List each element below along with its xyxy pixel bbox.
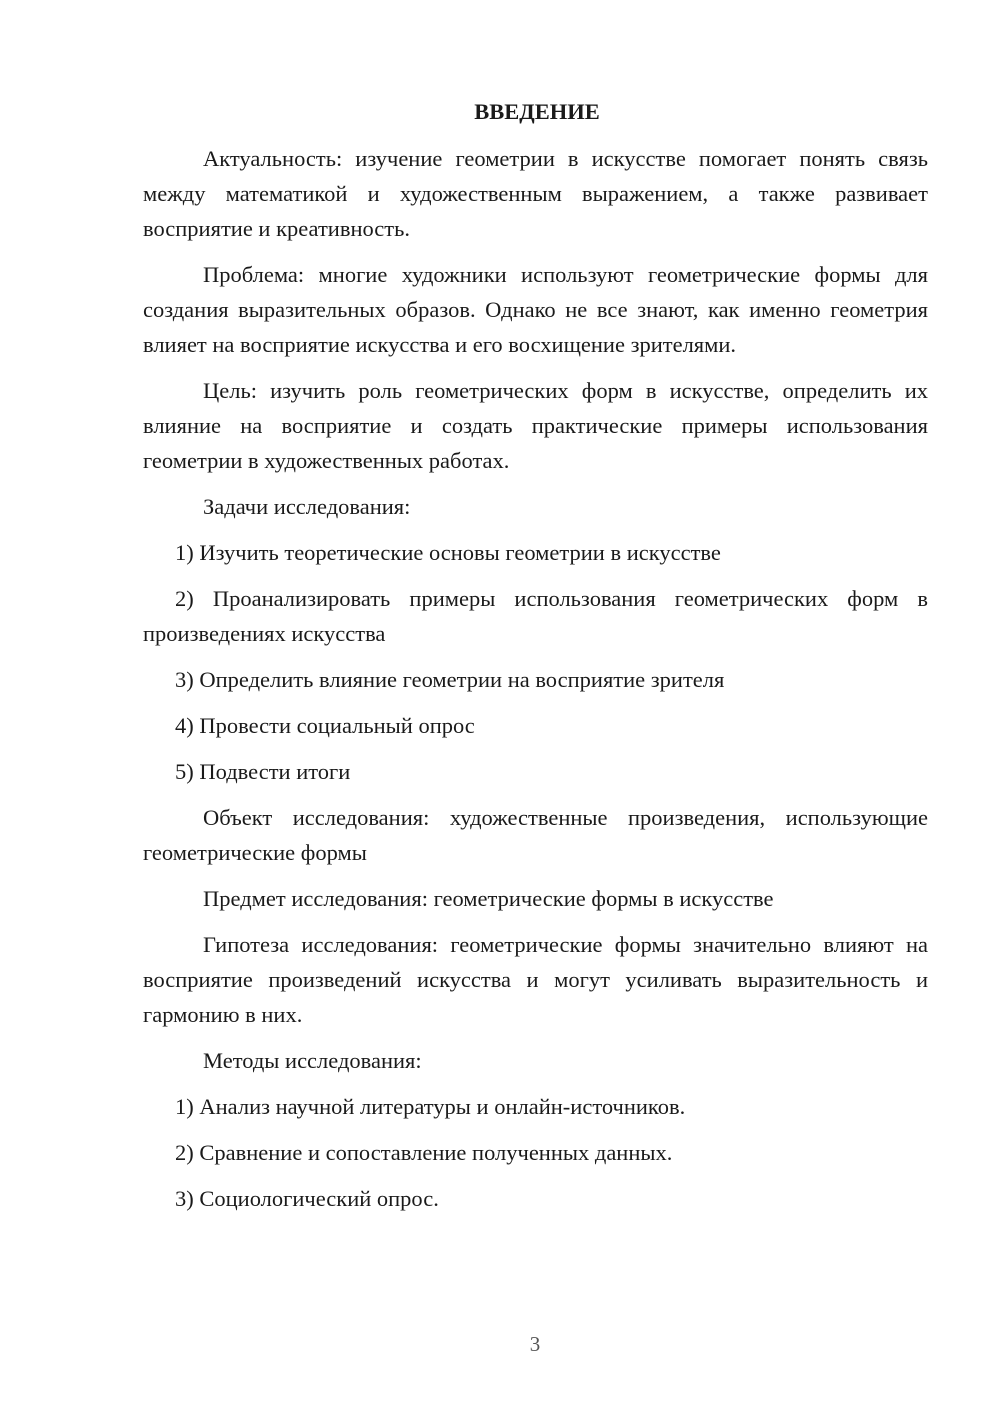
method-item: 2) Сравнение и сопоставление полученных данных. [175,1140,673,1165]
relevance-paragraph: Актуальность: изучение геометрии в искусстве помогает понять связь между математикой и художественным выражением, а также развивает восприятие и креативность. [143,146,928,241]
task-item: 5) Подвести итоги [175,759,351,784]
problem-paragraph: Проблема: многие художники используют геометрические формы для создания выразительных образов. Однако не все знают, как именно геометрия влияет на восприятие искусства и его восхищение зрителями. [143,262,928,357]
task-item: 3) Определить влияние геометрии на восприятие зрителя [175,667,725,692]
page-title: ВВЕДЕНИЕ [474,99,600,124]
document-body [143,94,928,1227]
method-item: 3) Социологический опрос. [175,1186,439,1211]
task-item: 1) Изучить теоретические основы геометрии в искусстве [175,540,721,565]
methods-heading: Методы исследования: [203,1048,422,1073]
method-item: 1) Анализ научной литературы и онлайн-источников. [175,1094,686,1119]
task-item: 4) Провести социальный опрос [175,713,475,738]
page-number: 3 [529,1332,541,1356]
subject-paragraph: Предмет исследования: геометрические формы в искусстве [203,886,774,911]
task-item: 2) Проанализировать примеры использования геометрических форм в произведениях искусства [143,586,928,646]
object-paragraph: Объект исследования: художественные произведения, использующие геометрические формы [143,805,928,865]
goal-paragraph: Цель: изучить роль геометрических форм в искусстве, определить их влияние на восприятие и создать практические примеры использования геометрии в художественных работах. [143,378,928,473]
hypothesis-paragraph: Гипотеза исследования: геометрические формы значительно влияют на восприятие произведений искусства и могут усиливать выразительность и гармонию в них. [143,932,928,1027]
tasks-heading: Задачи исследования: [203,494,411,519]
